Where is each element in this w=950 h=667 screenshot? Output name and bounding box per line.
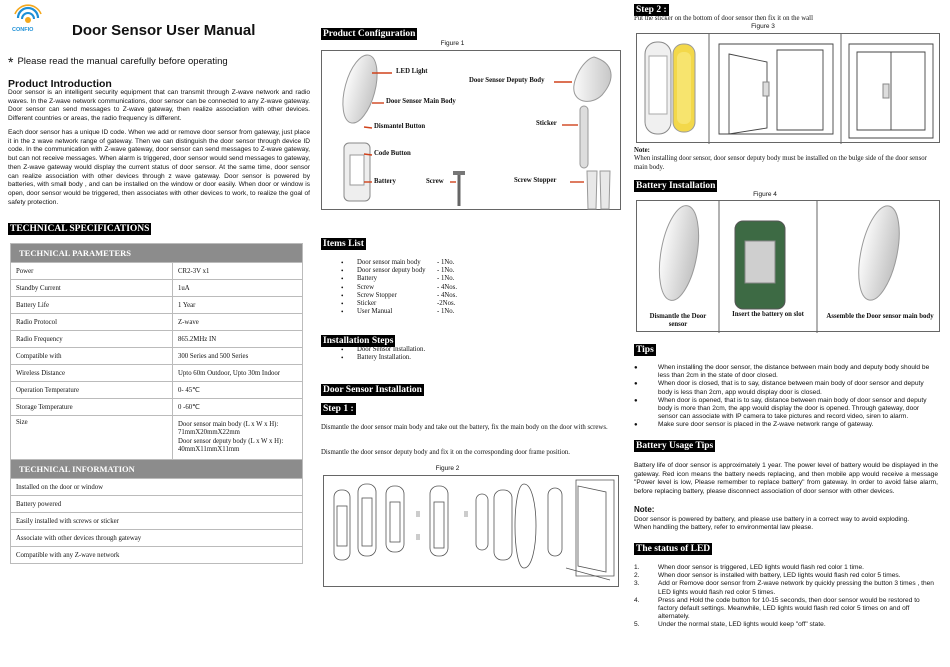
label-battery: Battery — [374, 178, 396, 185]
item-text: Press and Hold the code button for 10-15 seconds, then door sensor would be restored to factory default settings. Meanwhile, LED lights would flash red color 5 times on and off alternately. — [658, 596, 920, 621]
intro-heading: Product Introduction — [8, 78, 112, 90]
params-title-row — [11, 244, 303, 263]
table-row — [11, 331, 303, 348]
item-name: Sticker — [357, 300, 377, 308]
table-row — [11, 530, 303, 547]
figure-4 — [636, 200, 940, 332]
list-item: ● When door is opened, that is to say, distance between main body of door sensor and deputy body is more than 2cm, the app would display the door is opened. Through gateway, door sensor can associate with IP camera to take pictures and record video, siren to alarm. — [634, 397, 938, 422]
item-qty: - 4Nos. — [437, 283, 458, 291]
info-title: TECHNICAL INFORMATION — [11, 460, 303, 479]
items-heading: Items List — [323, 239, 364, 249]
battery-heading: Battery Installation — [636, 181, 716, 191]
table-row — [11, 479, 303, 496]
list-item — [337, 300, 457, 308]
label-code-button: Code Button — [374, 150, 411, 157]
list-item — [634, 621, 938, 629]
install-heading: Door Sensor Installation — [323, 385, 422, 395]
spec-rows — [11, 263, 303, 416]
list-item: ● When door is closed, that is to say, distance between main body of door sensor and deputy body is less than 2cm, app would display door is closed. — [634, 380, 938, 396]
list-item — [337, 259, 457, 267]
label-led-light: LED Light — [396, 68, 428, 75]
table-row — [11, 348, 303, 365]
figure-2 — [323, 475, 619, 587]
list-item: ● Make sure door sensor is placed in the Z-wave network range of gateway. — [634, 421, 938, 429]
product-configuration-illustration — [322, 51, 622, 211]
intro-paragraph-1: Door sensor is an intelligent security equipment that can transmit through Z-wave network and radio waves. In the Z-wave network communications, door sensor can be connected to any Z-wave gateway. Door sensor can send messages to Z-wave gateway, then realize association with other devices. Different countries or areas, the radio frequency is different. — [8, 89, 310, 123]
info-cell: Associate with other devices through gateway — [11, 530, 303, 547]
item-name: Door sensor deputy body — [357, 267, 426, 275]
list-item — [634, 564, 938, 572]
spec-label: Radio Frequency — [11, 331, 173, 348]
spec-value: Z-wave — [173, 314, 303, 331]
info-cell: Battery powered — [11, 496, 303, 513]
spec-label: Standby Current — [11, 280, 173, 297]
size-value-main: Door sensor main body (L x W x H): 71mmX20mmX22mm — [178, 420, 279, 437]
table-row — [11, 314, 303, 331]
spec-label: Operation Temperature — [11, 382, 173, 399]
item-qty: - 1No. — [437, 275, 455, 283]
figure-3-caption: Figure 3 — [751, 23, 775, 30]
list-item — [337, 308, 457, 316]
steps-heading: Installation Steps — [323, 336, 394, 346]
step-2-heading: Step 2 : — [636, 5, 667, 15]
column-right — [634, 0, 942, 667]
info-cell: Installed on the door or window — [11, 479, 303, 496]
figure-1 — [321, 50, 621, 210]
usage-heading: Battery Usage Tips — [636, 441, 714, 451]
list-item: • Battery Installation. — [337, 354, 425, 362]
list-item: • Door Sensor Installation. — [337, 346, 425, 354]
main-body-shape — [336, 51, 383, 126]
spec-value: CR2-3V x1 — [173, 263, 303, 280]
table-row — [11, 297, 303, 314]
list-item — [634, 597, 938, 622]
item-name: Door sensor main body — [357, 259, 421, 266]
items-list — [337, 259, 457, 316]
label-screw: Screw — [426, 178, 444, 185]
table-row — [11, 513, 303, 530]
info-cell: Compatible with any Z-wave network — [11, 547, 303, 564]
list-item — [337, 284, 457, 292]
step-2-note-heading: Note: — [634, 147, 650, 154]
size-label: Size — [11, 416, 173, 460]
spec-value: 865.2MHz IN — [173, 331, 303, 348]
door-installation-illustration — [324, 476, 620, 588]
label-sticker: Sticker — [536, 120, 557, 127]
item-number: 4. — [634, 596, 640, 604]
params-title: TECHNICAL PARAMETERS — [11, 244, 303, 263]
spec-value: 300 Series and 500 Series — [173, 348, 303, 365]
list-item — [634, 572, 938, 580]
specs-heading: TECHNICAL SPECIFICATIONS — [10, 224, 150, 234]
item-number: 1. — [634, 564, 640, 571]
item-text: Add or Remove door sensor from Z-wave network by quickly pressing the button 3 times , then LED lights would flash red color 5 times. — [658, 580, 934, 596]
screw-stopper-shape — [587, 171, 610, 209]
item-qty: -2Nos. — [437, 300, 456, 308]
table-row — [11, 399, 303, 416]
table-row — [11, 547, 303, 564]
spec-label: Compatible with — [11, 348, 173, 365]
label-main-body: Door Sensor Main Body — [386, 98, 456, 105]
spec-value: 0- 45℃ — [173, 382, 303, 399]
led-heading: The status of LED — [636, 544, 711, 554]
led-list — [634, 564, 938, 630]
item-name: Screw — [357, 283, 374, 291]
table-row — [11, 416, 303, 460]
item-name: User Manual — [357, 308, 393, 316]
table-row — [11, 382, 303, 399]
step-2-text: Put the sticker on the bottom of door sensor then fix it on the wall — [634, 15, 813, 22]
list-item — [337, 267, 457, 275]
item-qty: - 1No. — [437, 259, 455, 266]
list-item — [634, 580, 938, 596]
label-deputy-body: Door Sensor Deputy Body — [469, 77, 545, 84]
specs-table — [10, 243, 303, 564]
usage-paragraph: Battery life of door sensor is approximately 1 year. The power level of battery would be displayed in the gateway. Red icon means the battery needs replacing, and then mobile app would receive a message "Power level is low, Please remember to replace battery" from gateway. In order to avoid false alarm, before replacing battery, please disconnect association of door sensor with other devices. — [634, 462, 938, 496]
info-rows — [11, 479, 303, 564]
item-text: When door sensor is triggered, LED lights would flash red color 1 time. — [658, 564, 864, 571]
usage-note-2: When handling the battery, refer to environmental law please. — [634, 524, 814, 531]
step-1-heading: Step 1 : — [323, 404, 354, 414]
item-text: Under the normal state, LED lights would keep "off" state. — [658, 621, 826, 629]
label-screw-stopper: Screw Stopper — [514, 177, 557, 184]
info-cell: Easily installed with screws or sticker — [11, 513, 303, 530]
steps-list — [337, 346, 425, 362]
info-title-row — [11, 460, 303, 479]
read-note — [8, 54, 228, 70]
usage-note-heading: Note: — [634, 505, 655, 514]
step-2-note: When installing door sensor, door sensor deputy body must be installed on the bulge side of the door sensor main body. — [634, 155, 927, 171]
item-qty: - 1No. — [437, 308, 455, 316]
spec-value: 0 -60℃ — [173, 399, 303, 416]
table-row — [11, 496, 303, 513]
item-number: 5. — [634, 621, 640, 629]
item-name: Battery — [357, 275, 378, 283]
item-number: 2. — [634, 572, 640, 580]
page-title: Door Sensor User Manual — [72, 22, 256, 39]
usage-note-1: Door sensor is powered by battery, and please use battery in a correct way to avoid exploding. — [634, 516, 910, 523]
spec-value: 1uA — [173, 280, 303, 297]
figure-3 — [636, 33, 940, 143]
table-row — [11, 365, 303, 382]
intro-paragraph-2: Each door sensor has a unique ID code. When we add or remove door sensor from gateway, just place it in the z wave network range of gateway. Then we can distinguish the door sensor through device ID code. In the communication with Z-wave gateway, door sensor can send messages to Z-wave gateway, but can not receive messages. When alarm is triggered, door sensor would send messages to gateway, then Z-wave gateway would display the current status of door sensor. At the same time, door sensor can realize association with other devices through z wave gateway. Door sensor is powered by batteries, with small body , and can be installed on the window or door easily. When door or window is open, door sensor would be triggered, then associates with other devices to work, to realize the goal of safety protection. — [8, 129, 310, 206]
label-dismantel-button: Dismantel Button — [374, 123, 426, 130]
figure-4-caption: Figure 4 — [753, 191, 777, 198]
table-row — [11, 280, 303, 297]
logo-text: CONFIO — [12, 27, 34, 33]
caption-insert-battery: Insert the battery on slot — [732, 311, 804, 318]
size-value-deputy: Door sensor deputy body (L x W x H): 40mmX11mmX11mm — [178, 437, 284, 453]
list-item: ● When installing the door sensor, the distance between main body and deputy body should be less than 2cm in the state of door closed. — [634, 364, 938, 380]
column-middle — [321, 0, 621, 667]
item-qty: - 4Nos. — [437, 291, 458, 299]
sticker-mounting-illustration — [637, 34, 941, 144]
table-row — [11, 263, 303, 280]
step-1-text-2: Dismantle the door sensor deputy body and fix it on the corresponding door frame position. — [321, 449, 570, 456]
read-note-text: Please read the manual carefully before operating — [17, 56, 228, 67]
tips-list — [634, 364, 938, 430]
figure-2-caption: Figure 2 — [435, 465, 460, 472]
column-left — [8, 0, 310, 667]
config-heading: Product Configuration — [323, 29, 416, 39]
sticker-shape — [580, 106, 588, 168]
screw-shape — [453, 171, 465, 206]
spec-value: 1 Year — [173, 297, 303, 314]
caption-dismantle: Dismantle the Door sensor — [649, 313, 707, 328]
step-1-text-1: Dismantle the door sensor main body and take out the battery, fix the main body on the door with screws. — [321, 424, 608, 431]
spec-label: Power — [11, 263, 173, 280]
spec-label: Radio Protocol — [11, 314, 173, 331]
item-name: Screw Stopper — [357, 291, 397, 299]
deputy-body-shape — [574, 57, 611, 101]
list-item — [337, 275, 457, 283]
item-text: When door sensor is installed with battery, LED lights would flash red color 5 times. — [658, 572, 901, 580]
spec-label: Battery Life — [11, 297, 173, 314]
caption-assemble: Assemble the Door sensor main body — [826, 313, 934, 320]
list-item — [337, 292, 457, 300]
spec-value: Upto 60m Outdoor, Upto 30m Indoor — [173, 365, 303, 382]
tips-heading: Tips — [636, 345, 654, 355]
figure-1-caption: Figure 1 — [440, 40, 465, 47]
spec-label: Wireless Distance — [11, 365, 173, 382]
asterisk-icon: * — [8, 54, 14, 70]
item-qty: - 1No. — [437, 267, 455, 275]
spec-label: Storage Temperature — [11, 399, 173, 416]
item-number: 3. — [634, 580, 640, 588]
